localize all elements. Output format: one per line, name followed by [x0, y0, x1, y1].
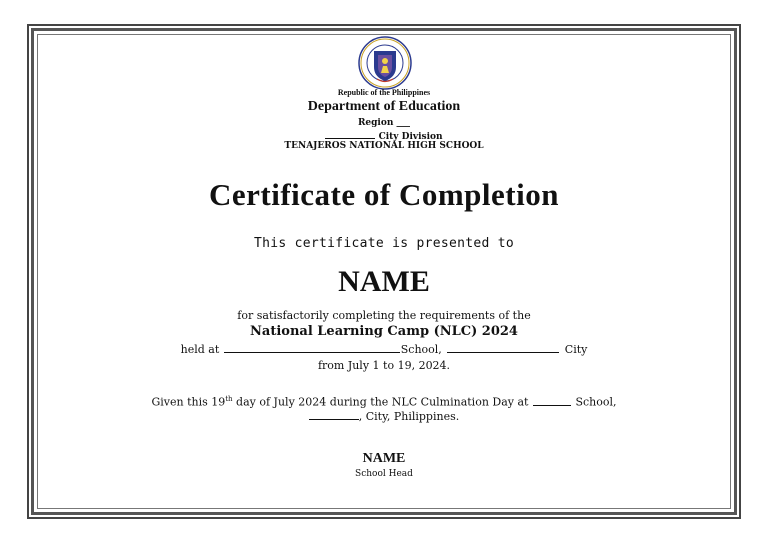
presented-to-text: This certificate is presented to	[253, 236, 515, 251]
given-ordinal: th	[225, 395, 233, 403]
school-name: TENAJEROS NATIONAL HIGH SCHOOL	[284, 141, 484, 151]
republic-line: Republic of the Philippines	[337, 88, 431, 97]
given-school-label: School,	[575, 395, 617, 409]
signatory-title: School Head	[355, 469, 413, 479]
given-school-blank	[533, 396, 571, 406]
recipient-name: NAME	[338, 265, 430, 298]
school-blank	[224, 343, 400, 353]
city-label: City	[564, 343, 588, 356]
given-middle: day of July 2024 during the NLC Culmination Day at	[232, 395, 529, 409]
signatory-name: NAME	[362, 451, 406, 466]
division-label: City Division	[378, 132, 443, 142]
region-line: Region ___	[357, 118, 411, 128]
given-city-line	[0, 410, 768, 423]
city-blank	[447, 343, 559, 353]
given-city-blank	[309, 410, 359, 420]
given-city-label: , City, Philippines.	[358, 410, 460, 423]
requirement-text: for satisfactorily completing the requirements of the	[237, 309, 531, 322]
held-at-label: held at	[180, 343, 220, 356]
school-label: School,	[400, 343, 442, 356]
department-name: Department of Education	[307, 99, 461, 114]
certificate-title: Certificate of Completion	[209, 177, 559, 212]
given-line	[0, 395, 768, 409]
program-name: National Learning Camp (NLC) 2024	[250, 324, 518, 339]
division-blank	[325, 129, 375, 139]
date-range: from July 1 to 19, 2024.	[317, 359, 451, 372]
deped-seal-icon	[357, 35, 413, 91]
given-prefix: Given this 19	[151, 395, 226, 409]
held-at-line	[0, 343, 768, 356]
